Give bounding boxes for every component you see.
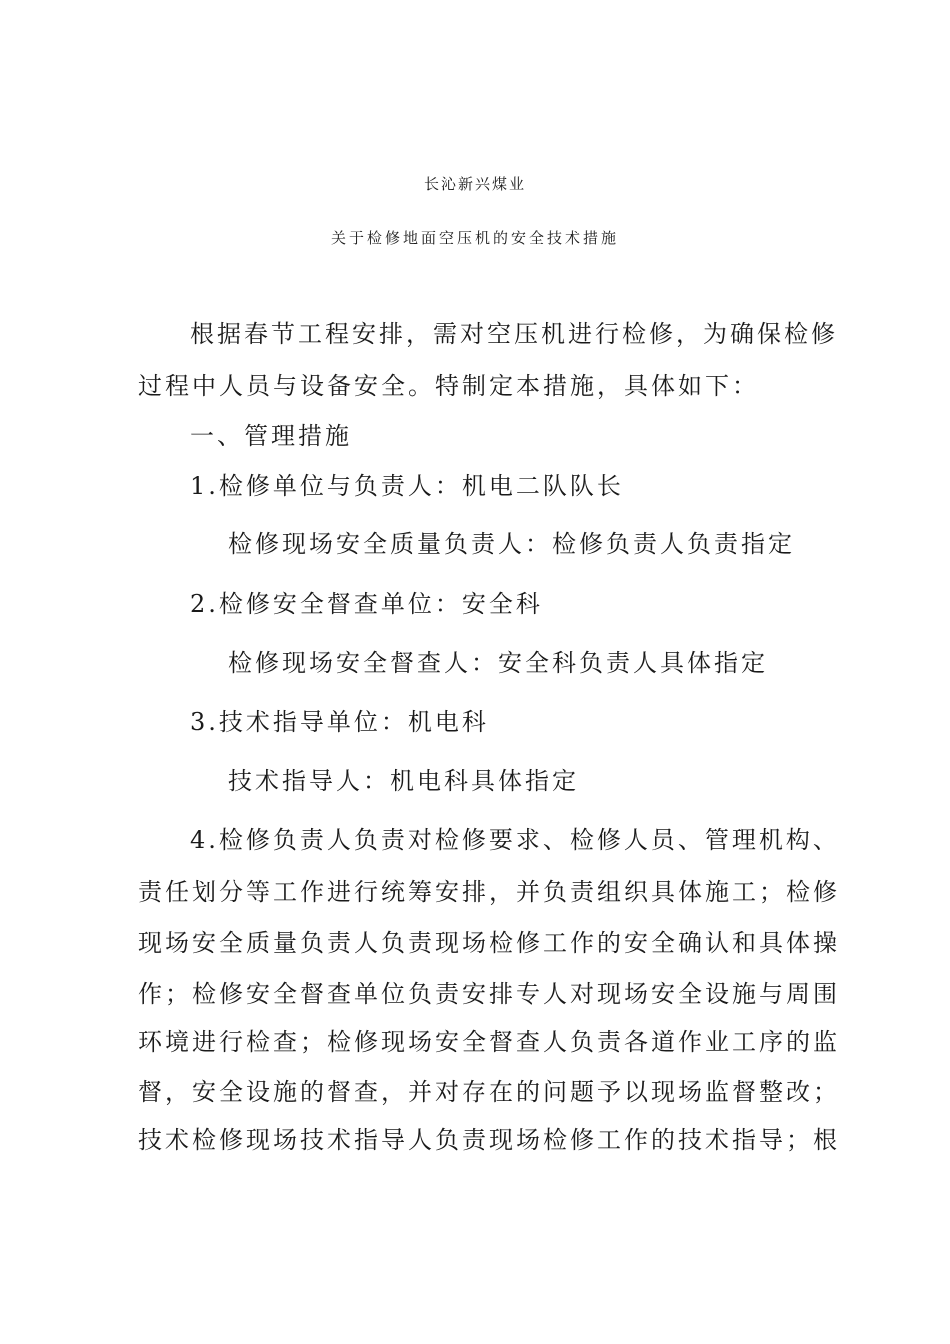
document-title: 关于检修地面空压机的安全技术措施 <box>330 229 619 247</box>
section-heading: 一、管理措施 <box>190 422 352 450</box>
paragraph-line: 现场安全质量负责人负责现场检修工作的安全确认和具体操 <box>138 929 840 957</box>
document-number <box>0 262 950 284</box>
list-item: 3.技术指导单位：机电科 <box>190 708 489 736</box>
company-title: 长沁新兴煤业 <box>423 175 526 193</box>
intro-paragraph-line: 根据春节工程安排，需对空压机进行检修，为确保检修 <box>190 320 838 348</box>
list-item-detail: 检修现场安全督查人：安全科负责人具体指定 <box>228 649 768 677</box>
paragraph-line: 作；检修安全督查单位负责安排专人对现场安全设施与周围 <box>138 980 840 1008</box>
paragraph-line: 责任划分等工作进行统筹安排，并负责组织具体施工；检修 <box>138 878 840 906</box>
list-item-detail: 检修现场安全质量负责人：检修负责人负责指定 <box>228 530 795 558</box>
paragraph-line: 督，安全设施的督查，并对存在的问题予以现场监督整改； <box>138 1078 840 1106</box>
list-item: 2.检修安全督查单位：安全科 <box>190 590 543 618</box>
paragraph-line: 环境进行检查；检修现场安全督查人负责各道作业工序的监 <box>138 1028 840 1056</box>
list-item: 1.检修单位与负责人：机电二队队长 <box>190 472 624 500</box>
intro-paragraph-line: 过程中人员与设备安全。特制定本措施，具体如下： <box>138 372 759 400</box>
paragraph-line: 4.检修负责人负责对检修要求、检修人员、管理机构、 <box>190 826 840 854</box>
list-item-detail: 技术指导人：机电科具体指定 <box>228 767 579 795</box>
paragraph-line: 技术检修现场技术指导人负责现场检修工作的技术指导；根 <box>138 1126 840 1154</box>
